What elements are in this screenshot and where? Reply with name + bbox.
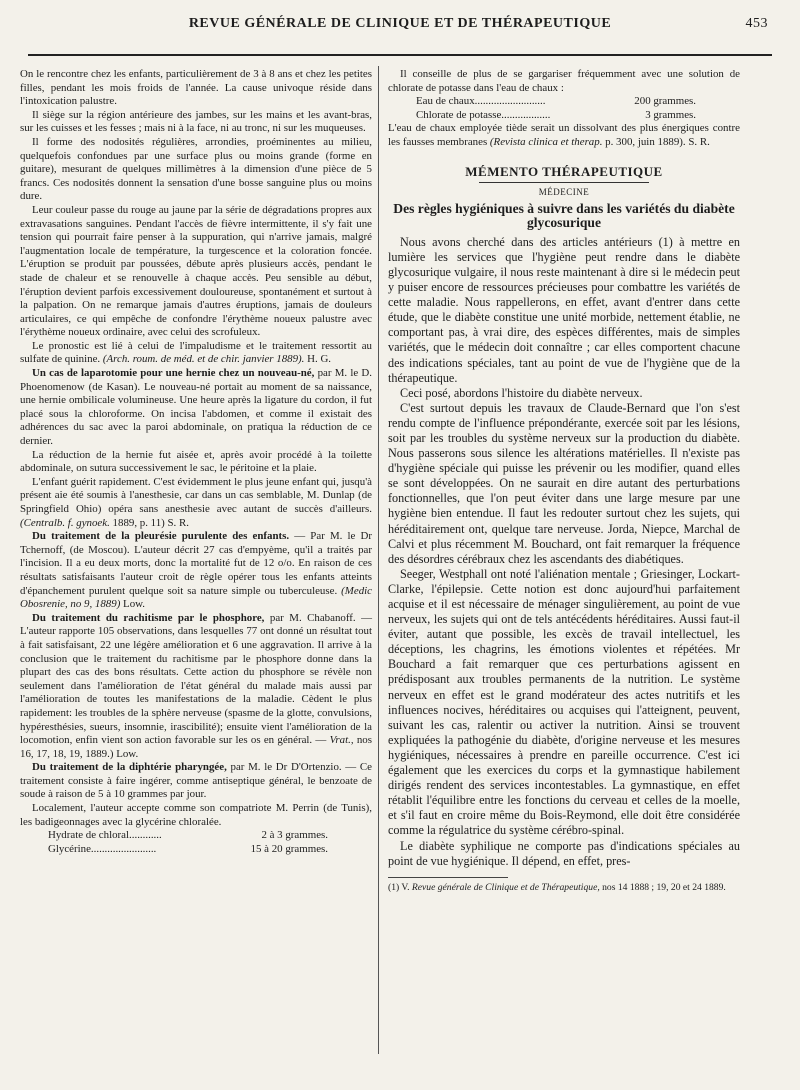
paragraph: Leur couleur passe du rouge au jaune par la série de dégradations propres aux extravasations sanguines. Pendant l'accès de fièvre intermittente, il s'y fait une tension qui pourrait faire penser à la suppuration, qui n'arrive jamais, malgré l'augmentation locale de température, la turgescence et la coloration foncée. L'éruption se produit par poussées, débute après plusieurs accès, pendant le stade de chaleur et se renouvelle à chaque accès. Peu sensible au début, l'éruption devient parfois excessivement douloureuse, spontanément et surtout à la palpation. On ne remarque jamais d'autres éruptions, jamais de douleurs articulaires, ce qui empêche de confondre l'érythème noueux palustre avec l'érythème noueux ordinaire, avec celui des scrofuleux. — [20, 203, 372, 339]
paragraph: Seeger, Westphall ont noté l'aliénation mentale ; Griesinger, Lockart-Clarke, l'épilepsie. Cette notion est donc aujourd'hui parfaitement acquise et il est nécessaire de ménager singulièrement, au point de vue nerveux, les sujets qui ont de tels antécédents héréditaires. Aussi faut-il éviter, autant que possible, les excès de travail intellectuel, les déceptions, les chagrins, les émotions violentes et répétées. Mr Bouchard a fait remarquer que ces perturbations agissent en prédisposant aux troubles permanents de la nutrition. Le système nerveux en effet est le grand modérateur des actes nutritifs et les influences nocives, héréditaires ou acquises qui l'atteignent, peuvent, suivant les cas, ralentir ou activer la nutrition. Ainsi se trouvent expliquées la pathogénie du diabète, d'origine nerveuse et les mesures hygiéniques, nécessaires à prendre en pareille occurrence. C'est ici également que les exercices du corps et la gymnastique habilement dirigés rendent des services incontestables. La gymnastique, en effet rétablit l'équilibre entre les fonctions du cerveau et celles de la moelle, et s'il faut en croire même du Bois-Reymond, elle doit être considérée comme la régulatrice du système cérébro-spinal. — [388, 566, 740, 838]
footnote — [388, 882, 740, 894]
citation: (Revista clinica et therap. — [489, 135, 603, 148]
ingredient: Eau de chaux.......................... — [416, 95, 546, 108]
article-title: Un cas de laparotomie pour une hernie chez un nouveau-né, — [32, 367, 315, 380]
article-pleuresie — [20, 530, 372, 612]
paragraph-text: L'enfant guérit rapidement. C'est évidemment le plus jeune enfant qui, jusqu'à présent aie été soumis à l'anesthesie, car dans un cas semblable, M. Dunlap (de Springfield Ohio) opéra sans anesthesie avec autant de succès d'ailleurs. — [20, 475, 372, 515]
footnote-rule — [388, 877, 508, 878]
paragraph: Localement, l'auteur accepte comme son compatriote M. Perrin (de Tunis), les badigeonnages avec la glycérine chloralée. — [20, 802, 372, 828]
signature: Low. — [120, 598, 146, 611]
citation: (Arch. roum. de méd. et de chir. janvier 1889). — [102, 353, 305, 366]
journal-title: REVUE GÉNÉRALE DE CLINIQUE ET DE THÉRAPEUTIQUE — [188, 16, 612, 31]
paragraph — [388, 122, 740, 149]
article-body — [388, 235, 740, 869]
ingredient: Chlorate de potasse.................. — [416, 108, 551, 121]
recipe-row — [416, 95, 696, 109]
paragraph: Ceci posé, abordons l'histoire du diabète nerveux. — [400, 385, 643, 400]
page-number: 453 — [745, 16, 768, 31]
recipe-row — [48, 843, 328, 857]
paragraph: C'est surtout depuis les travaux de Claude-Bernard que l'on s'est rendu compte de l'influence prépondérante, exercée soit par les lésions, soit par les troubles du système nerveux sur la production du diabète. Nous passerons sous silence les altérations matérielles. Il n'existe pas d'hygiène spéciale qui puisse les prévenir ou les modifier, quand elles se sont développées. On ne saurait en dire autant des perturbations fonctionnelles, que l'on peut éviter dans une large mesure par une hygiène bien entendue. Il faut les redouter surtout chez les sujets, qui héréditairement ont, quelque tare nerveuse. Jorda, Niepce, Marchal de Calvi et plus récemment M. Bouchard, ont fait remarquer la fréquence des désordres cérébraux chez les ascendants des diabétiques. — [388, 400, 740, 566]
right-column — [388, 68, 740, 894]
heading-rule — [479, 182, 649, 183]
left-column — [20, 68, 372, 856]
signature: nos 16, 17, 18, 19, 1889.) Low. — [20, 734, 372, 760]
article-text: par M. le Dr D'Ortenzio. — Ce traitement consiste à faire ingérer, comme antiseptique général, le benzoate de soude à raison de 5 à 10 grammes par jour. — [20, 761, 372, 801]
running-header — [28, 16, 772, 40]
signature: p. 300, juin 1889). S. R. — [602, 135, 710, 148]
signature: H. G. — [304, 353, 332, 366]
article-diphterie — [20, 761, 372, 802]
paragraph: Le diabète syphilique ne comporte pas d'indications spéciales au point de vue hygiénique. Il dépend, en effet, pres- — [388, 838, 740, 868]
recipe-chloral — [48, 829, 328, 856]
paragraph — [20, 340, 372, 367]
paragraph: La réduction de la hernie fut aisée et, après avoir procédé à la toilette abdominale, on sutura successivement le sac, le péritoine et la plaie. — [20, 448, 372, 475]
subsection-label: MÉDECINE — [538, 186, 590, 197]
article-rachitisme — [20, 612, 372, 762]
citation: Revue générale de Clinique et de Thérapeutique, — [411, 881, 600, 893]
signature: 1889, p. 11) S. R. — [109, 516, 189, 529]
article-text: par M. le D. Phoenomenow (de Kasan). Le nouveau-né portait au moment de sa naissance, une hernie ombilicale volumineuse. Une heure après la ligature du cordon, il fut placé sous la chloroforme. On incisa l'abdomen, et comme il existait des adhérences du sac avec la paroi abdominale, on pratiqua la réduction de ce dernier. — [20, 367, 372, 448]
header-rule — [28, 54, 772, 56]
paragraph: Il forme des nodosités régulières, arrondies, proéminentes au milieu, quelquefois confondues par une surface plus ou moins grande (forme en guitare), mesurant de quelques millimètres à la dimension d'une pièce de 5 francs. Ces nodosités donnent la sensation d'une bosse sanguine plus ou moins dure. — [20, 135, 372, 203]
dose: 2 à 3 grammes. — [261, 829, 328, 842]
dose: 15 à 20 grammes. — [250, 842, 328, 855]
citation: (Medic Obosrenie, no 9, 1889) — [20, 584, 372, 611]
recipe-row — [48, 829, 328, 843]
paragraph-text: Le pronostic est lié à celui de l'impaludisme et le traitement ressortit au sulfate de quinine. — [20, 339, 372, 366]
paragraph: On le rencontre chez les enfants, particulièrement de 3 à 8 ans et chez les petites filles, pendant les mois froids de l'année. La cause univoque réside dans l'intoxication palustre. — [20, 68, 372, 108]
dose: 3 grammes. — [645, 108, 696, 121]
article-title: Du traitement de la pleurésie purulente des enfants. — [32, 530, 290, 543]
recipe-chaux — [416, 95, 696, 122]
footnote-end: nos 14 1888 ; 19, 20 et 24 1889. — [599, 881, 726, 893]
footnote-text: (1) V. — [388, 881, 412, 893]
ingredient: Glycérine........................ — [48, 842, 157, 855]
citation: Vrat., — [329, 734, 354, 747]
ingredient: Hydrate de chloral............ — [48, 829, 162, 842]
dose: 200 grammes. — [634, 95, 696, 108]
paragraph — [20, 476, 372, 530]
article-text: — Par M. le Dr Tchernoff, (de Moscou). L'auteur décrit 27 cas d'empyème, qu'il a traités par l'incision. Il a eu deux morts, donc la mortalité fut de 12 o/o. En raison de ces résultats satisfaisants l'auteur croit de règle opérer tous les enfants atteints d'épanchement purulent quelque soit sa nature simple ou tuberculeuse. — [20, 530, 372, 597]
recipe-row — [416, 109, 696, 123]
citation: (Centralb. f. gynoek. — [20, 516, 110, 529]
article-laparotomie — [20, 367, 372, 449]
paragraph: Il conseille de plus de se gargariser fréquemment avec une solution de chlorate de potasse dans l'eau de chaux : — [388, 68, 740, 94]
column-divider — [378, 66, 379, 1054]
section-heading: MÉMENTO THÉRAPEUTIQUE — [465, 163, 663, 179]
article-title: Du traitement du rachitisme par le phosphore, — [32, 611, 265, 624]
article-text: par M. Chabanoff. — L'auteur rapporte 105 observations, dans lesquelles 77 ont donné un résultat tout à fait satisfaisant, 22 une légère amélioration et 6 une aggravation. Il arrive à la conclusion que le traitement du rachitisme par le phosphore donne dans la plupart des cas des bons résultats. Cette action du phosphore se révèle non seulement dans l'amélioration de l'état général du malade mais aussi par l'amélioration de toutes les manifestations de la maladie. Cèdent le plus rapidement: les troubles de la sphère nerveuse (spasme de la glotte, convulsions, hypéresthésies, sueurs, insomnie, irascibilité); ensuite vient l'amélioration de la locomotion, enfin vient son action favorable sur les os en général. — — [20, 611, 372, 747]
paragraph-text: L'eau de chaux employée tiède serait un dissolvant des plus énergiques contre les fausses membranes — [388, 122, 740, 148]
paragraph: Il siège sur la région antérieure des jambes, sur les mains et les avant-bras, sur les cuisses et les fesses ; mais ni à la face, ni au tronc, ni sur les muqueuses. — [20, 108, 372, 135]
article-title: Du traitement de la diphtérie pharyngée, — [32, 761, 227, 774]
article-title: Des règles hygiéniques à suivre dans les variétés du diabète glycosurique — [393, 200, 735, 231]
paragraph: Nous avons cherché dans des articles antérieurs (1) à mettre en lumière les services que l'hygiène peut rendre dans le diabète glycosurique vulgaire, il nous reste maintenant à dire si le médecin peut y puiser encore de ressources précieuses pour combattre les variétés de cette maladie. Nous rappellerons, en effet, avant d'entrer dans cette étude, que le diabète constitue une unité morbide, nettement établie, ne comportant pas, à vrai dire, des espèces différentes, mais de simples variétés, que le médecin doit connaître ; car elles comportent chacune des indications spéciales, tant au point de vue de l'hygiène que de la thérapeutique. — [388, 234, 740, 385]
